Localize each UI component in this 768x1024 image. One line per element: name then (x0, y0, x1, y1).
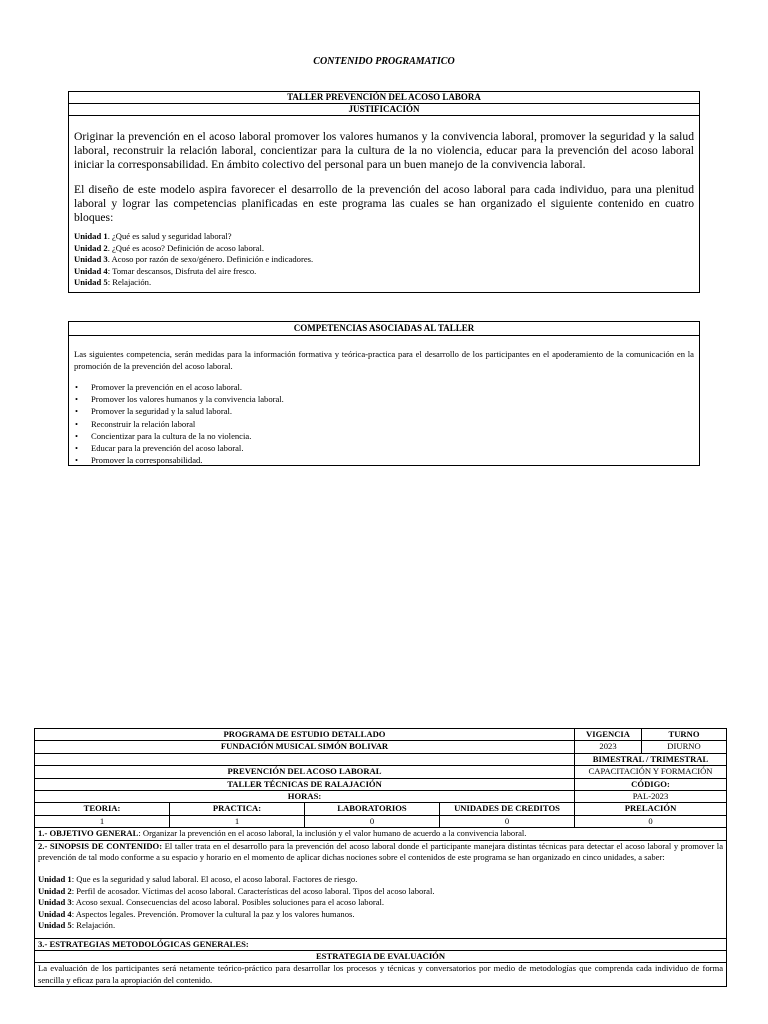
justificacion-box (68, 91, 700, 293)
teoria-label: TEORIA: (35, 803, 170, 815)
unit-line: Unidad 1. ¿Qué es salud y seguridad laboral? (74, 231, 232, 241)
table-row (35, 753, 727, 765)
bimestral-label: BIMESTRAL / TRIMESTRAL (575, 753, 727, 765)
estrategias-heading: 3.- ESTRATEGIAS METODOLÓGICAS GENERALES: (35, 938, 727, 950)
prelacion-label: PRELACIÓN (575, 803, 727, 815)
list-item: • Concientizar para la cultura de la no violencia. (74, 430, 694, 442)
turno-value: DIURNO (642, 741, 727, 753)
empty-cell (35, 753, 575, 765)
unidades-value: 0 (440, 815, 575, 827)
codigo-label: CÓDIGO: (575, 778, 727, 790)
course-name: PREVENCIÓN DEL ACOSO LABORAL (35, 766, 575, 778)
list-item: • Promover la seguridad y la salud laboral. (74, 405, 694, 417)
table-row (35, 729, 727, 741)
taller-title: TALLER PREVENCIÓN DEL ACOSO LABORA (69, 92, 699, 104)
list-item: • Promover los valores humanos y la convivencia laboral. (74, 393, 694, 405)
unit-line: Unidad 3. Acoso por razón de sexo/género. Definición e indicadores. (74, 254, 314, 264)
prelacion-value: 0 (575, 815, 727, 827)
unit-line: Unidad 2. ¿Qué es acoso? Definición de acoso laboral. (74, 242, 264, 253)
fundacion-name: FUNDACIÓN MUSICAL SIMÓN BOLIVAR (35, 741, 575, 753)
capacitacion-value: CAPACITACIÓN Y FORMACIÓN (575, 766, 727, 778)
programa-header: PROGRAMA DE ESTUDIO DETALLADO (35, 729, 575, 741)
table-row (35, 741, 727, 753)
list-item: • Promover la prevención en el acoso laboral. (74, 381, 694, 393)
competencias-list (74, 381, 694, 466)
competencias-heading: COMPETENCIAS ASOCIADAS AL TALLER (69, 322, 699, 336)
table-row (35, 938, 727, 950)
justificacion-heading: JUSTIFICACIÓN (69, 104, 699, 116)
turno-label: TURNO (642, 729, 727, 741)
list-item: • Promover la corresponsabilidad. (74, 454, 694, 466)
unit-list (74, 231, 694, 289)
evaluacion-text: La evaluación de los participantes será netamente teórico-práctico para desarrollar los procesos y técnicas y conversatorios por medio de metodologías que comprenda cada individuo de forma sencilla y eficaz para la apropiación del contenido. (35, 963, 727, 987)
list-item: • Educar para la prevención del acoso laboral. (74, 442, 694, 454)
laboratorios-label: LABORATORIOS (305, 803, 440, 815)
list-item: • Reconstruir la relación laboral (74, 418, 694, 430)
table-row (35, 840, 727, 938)
horas-label: HORAS: (35, 791, 575, 803)
table-row (35, 766, 727, 778)
unit-line: Unidad 4: Tomar descansos, Disfruta del aire fresco. (74, 265, 257, 276)
laboratorios-value: 0 (305, 815, 440, 827)
vigencia-value: 2023 (575, 741, 642, 753)
unit-line: Unidad 5: Relajación. (74, 277, 152, 287)
competencias-box (68, 321, 700, 466)
teoria-value: 1 (35, 815, 170, 827)
practica-value: 1 (170, 815, 305, 827)
competencias-intro: Las siguientes competencia, serán medidas para la información formativa y teórica-practica para el desarrollo de los participantes en el apoderamiento de la comunicación en la promoción de la prevención del acoso laboral. (74, 349, 694, 371)
evaluacion-heading: ESTRATEGIA DE EVALUACIÓN (35, 950, 727, 962)
justificacion-paragraph-1: Originar la prevención en el acoso laboral promover los valores humanos y la convivencia laboral, promover la seguridad y la salud laboral, reconstruir la relación laboral, concientizar para la cultura de la no violencia, educar para la prevención del acoso laboral iniciar la corresponsabilidad. En ámbito colectivo del personal para un buen manejo de la convivencia laboral. (74, 130, 694, 171)
practica-label: PRACTICA: (170, 803, 305, 815)
table-row (35, 778, 727, 790)
table-row (35, 803, 727, 815)
document-title: CONTENIDO PROGRAMATICO (313, 56, 455, 67)
taller-name: TALLER TÉCNICAS DE RALAJACIÓN (35, 778, 575, 790)
objetivo-cell: 1.- OBJETIVO GENERAL: Organizar la prevención en el acoso laboral, la inclusión y el valor humano de acuerdo a la convivencia laboral. (35, 828, 727, 840)
vigencia-label: VIGENCIA (575, 729, 642, 741)
table-row (35, 963, 727, 987)
table-row (35, 828, 727, 840)
table-row (35, 815, 727, 827)
sinopsis-cell: 2.- SINOPSIS DE CONTENIDO: El taller trata en el desarrollo para la prevención del acoso laboral donde el participante manejara distintas técnicas para detectar el acoso laboral y promover la prevención de tal modo conforme a su espacio y horario en el momento de aplicar dichas nociones sobre el contenidos de este programa se han organizado en cinco unidades, a saber: Unidad 1: Que es la seguridad y salud laboral. El acoso, el acoso laboral. Factores de riesgo. Unidad 2: Perfil de acosador. Víctimas del acoso laboral. Características del acoso laboral. Tipos del acoso laboral. Unidad 3: Acoso sexual. Consecuencias del acoso laboral. Posibles soluciones para el acoso laboral. Unidad 4: Aspectos legales. Prevención. Promover la cultural la paz y los valores humanos. Unidad 5: Relajación. (35, 840, 727, 938)
programa-table (34, 728, 727, 987)
table-row (35, 950, 727, 962)
justificacion-paragraph-2: El diseño de este modelo aspira favorecer el desarrollo de la prevención del acoso laboral para cada individuo, para una plenitud laboral y lograr las competencias planificadas en este programa las cuales se han organizado el siguiente contenido en cuatro bloques: (74, 183, 694, 224)
table-row (35, 791, 727, 803)
codigo-value: PAL-2023 (575, 791, 727, 803)
unidades-label: UNIDADES DE CREDITOS (440, 803, 575, 815)
